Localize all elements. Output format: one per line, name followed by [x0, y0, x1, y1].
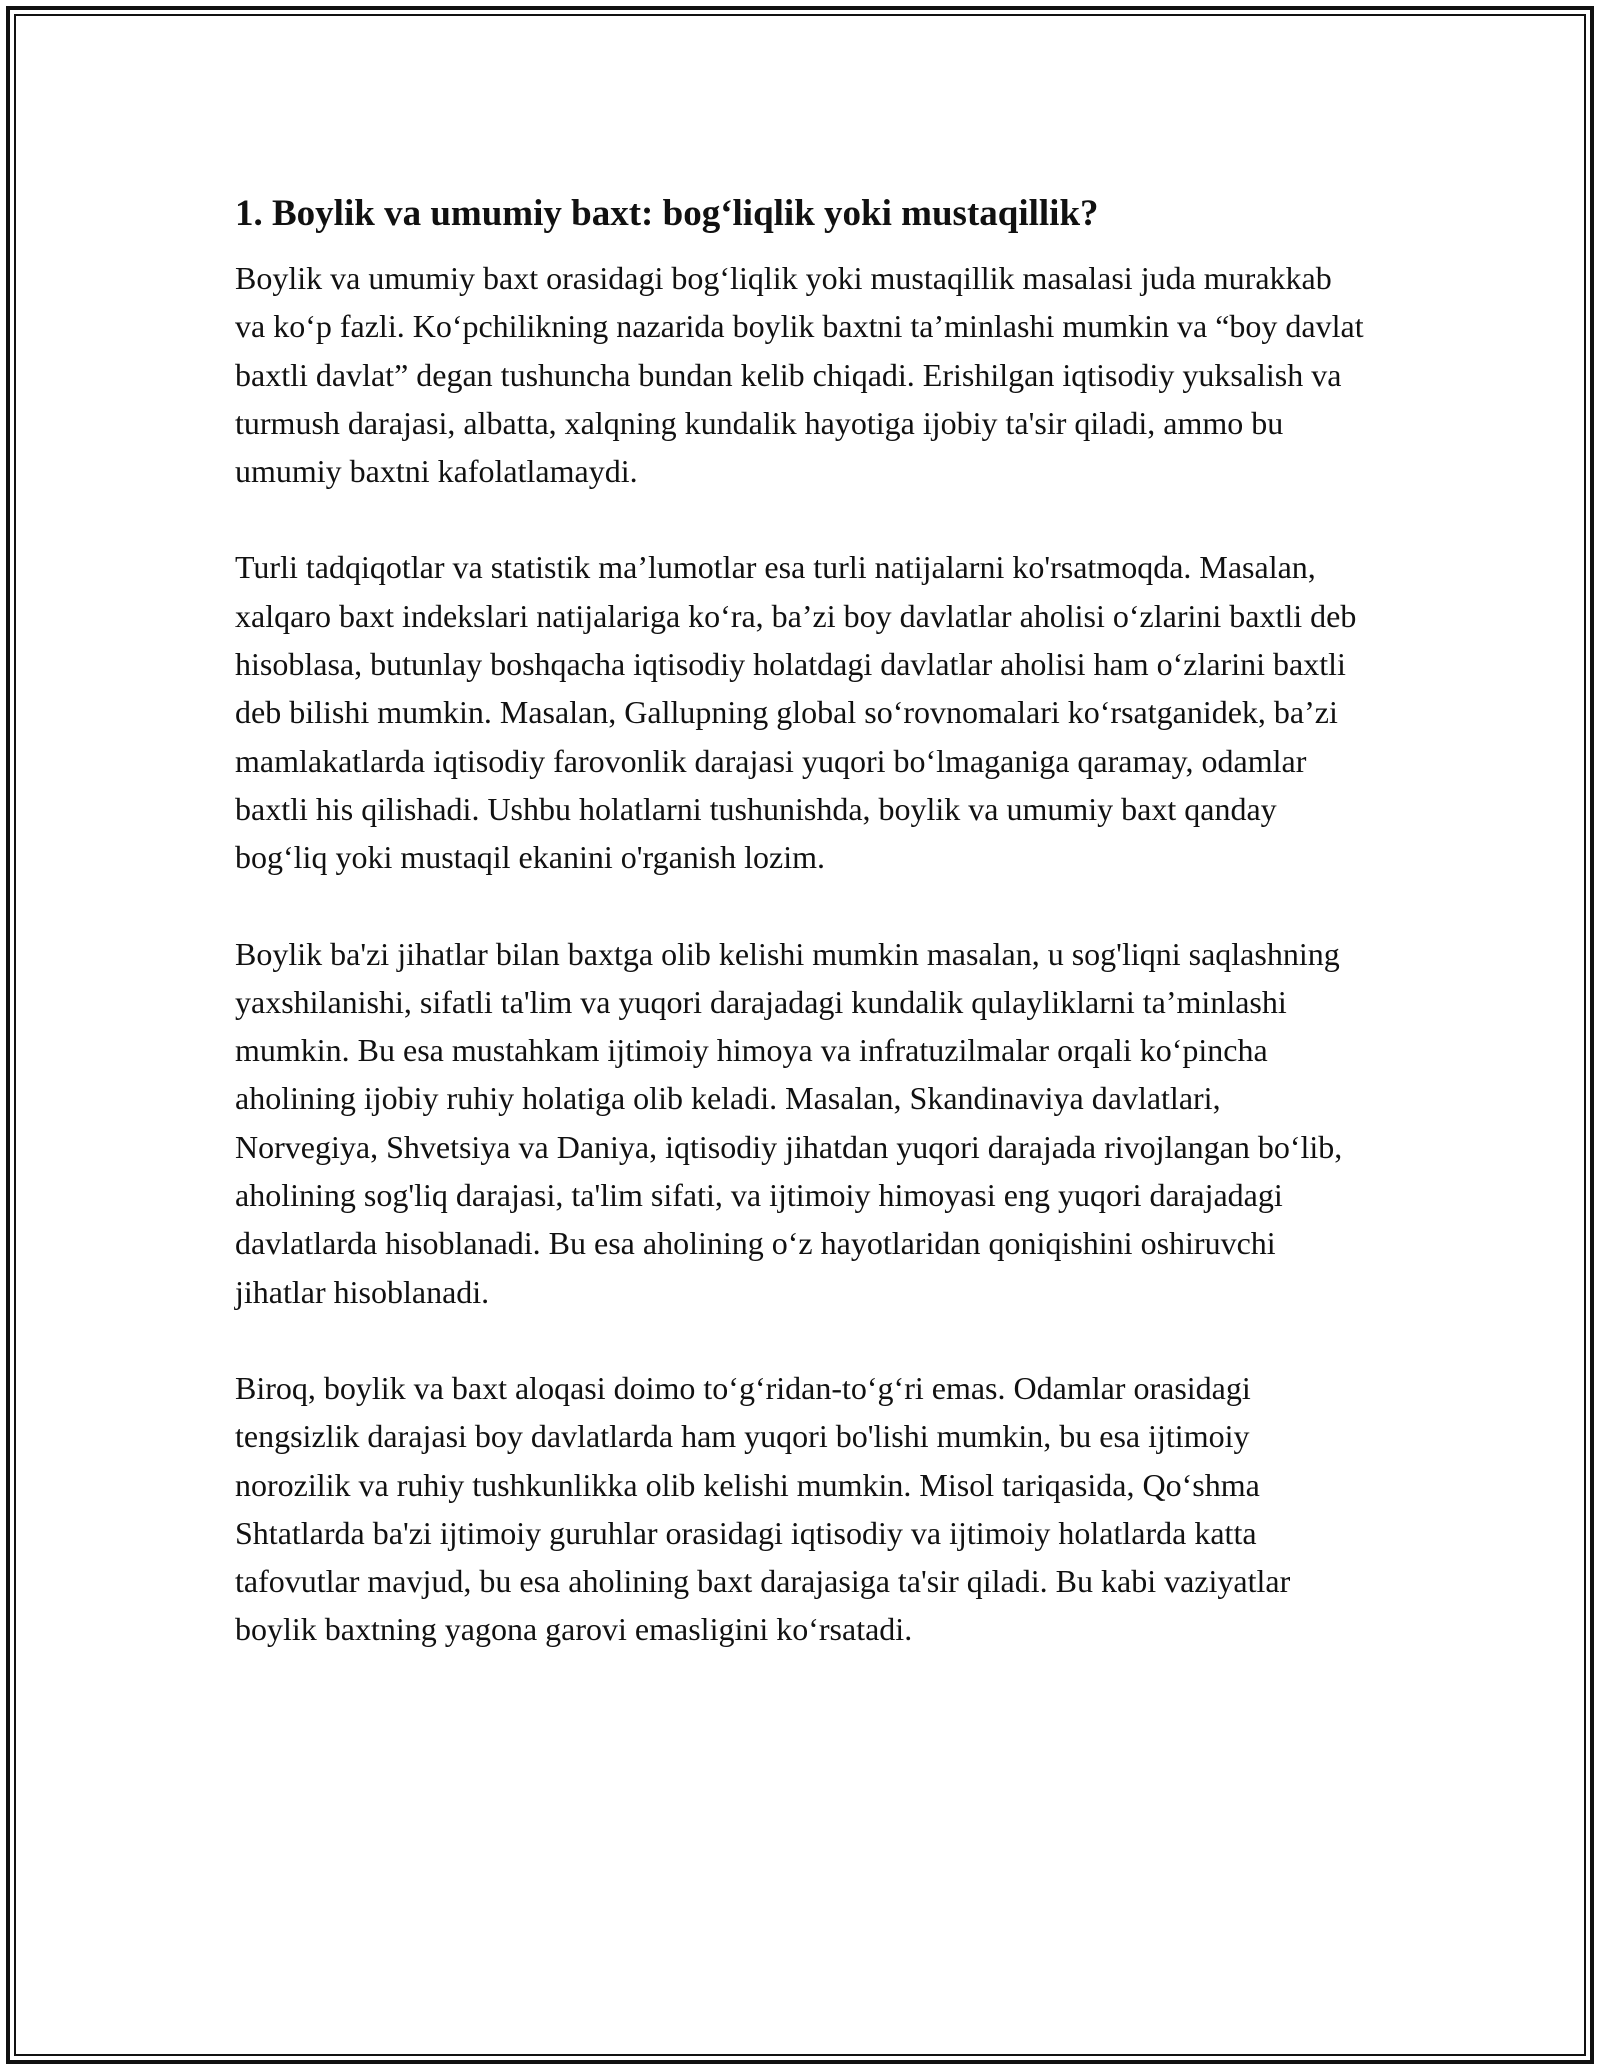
document-body: [235, 190, 1365, 1702]
paragraph-4: Biroq, boylik va baxt aloqasi doimo to‘g‘ridan-to‘g‘ri emas. Odamlar orasidagi tengsizlik darajasi boy davlatlarda ham yuqori bo'lishi mumkin, bu esa ijtimoiy norozilik va ruhiy tushkunlikka olib kelishi mumkin. Misol tariqasida, Qo‘shma Shtatlarda ba'zi ijtimoiy guruhlar orasidagi iqtisodiy va ijtimoiy holatlarda katta tafovutlar mavjud, bu esa aholining baxt darajasiga ta'sir qiladi. Bu kabi vaziyatlar boylik baxtning yagona garovi emasligini ko‘rsatadi.: [235, 1369, 1291, 1648]
paragraph-3: Boylik ba'zi jihatlar bilan baxtga olib kelishi mumkin masalan, u sog'liqni saqlashning yaxshilanishi, sifatli ta'lim va yuqori darajadagi kundalik qulayliklarni ta’minlashi mumkin. Bu esa mustahkam ijtimoiy himoya va infratuzilmalar orqali ko‘pincha aholining ijobiy ruhiy holatiga olib keladi. Masalan, Skandinaviya davlatlari, Norvegiya, Shvetsiya va Daniya, iqtisodiy jihatdan yuqori darajada rivojlangan bo‘lib, aholining sog'liq darajasi, ta'lim sifati, va ijtimoiy himoyasi eng yuqori darajadagi davlatlarda hisoblanadi. Bu esa aholining o‘z hayotlaridan qoniqishini oshiruvchi jihatlar hisoblanadi.: [235, 935, 1343, 1310]
paragraph-1: Boylik va umumiy baxt orasidagi bog‘liqlik yoki mustaqillik masalasi juda murakkab va ko‘p fazli. Ko‘pchilikning nazarida boylik baxtni ta’minlashi mumkin va “boy davlat baxtli davlat” degan tushuncha bundan kelib chiqadi. Erishilgan iqtisodiy yuksalish va turmush darajasi, albatta, xalqning kundalik hayotiga ijobiy ta'sir qiladi, ammo bu umumiy baxtni kafolatlamaydi.: [235, 260, 1364, 490]
section-heading: 1. Boylik va umumiy baxt: bog‘liqlik yoki mustaqillik?: [235, 193, 1099, 234]
paragraph-2: Turli tadqiqotlar va statistik ma’lumotlar esa turli natijalarni ko'rsatmoqda. Masalan, xalqaro baxt indekslari natijalariga ko‘ra, ba’zi boy davlatlar aholisi o‘zlarini baxtli deb hisoblasa, butunlay boshqacha iqtisodiy holatdagi davlatlar aholisi ham o‘zlarini baxtli deb bilishi mumkin. Masalan, Gallupning global so‘rovnomalari ko‘rsatganidek, ba’zi mamlakatlarda iqtisodiy farovonlik darajasi yuqori bo‘lmaganiga qaramay, odamlar baxtli his qilishadi. Ushbu holatlarni tushunishda, boylik va umumiy baxt qanday bog‘liq yoki mustaqil ekanini o'rganish lozim.: [235, 549, 1357, 876]
